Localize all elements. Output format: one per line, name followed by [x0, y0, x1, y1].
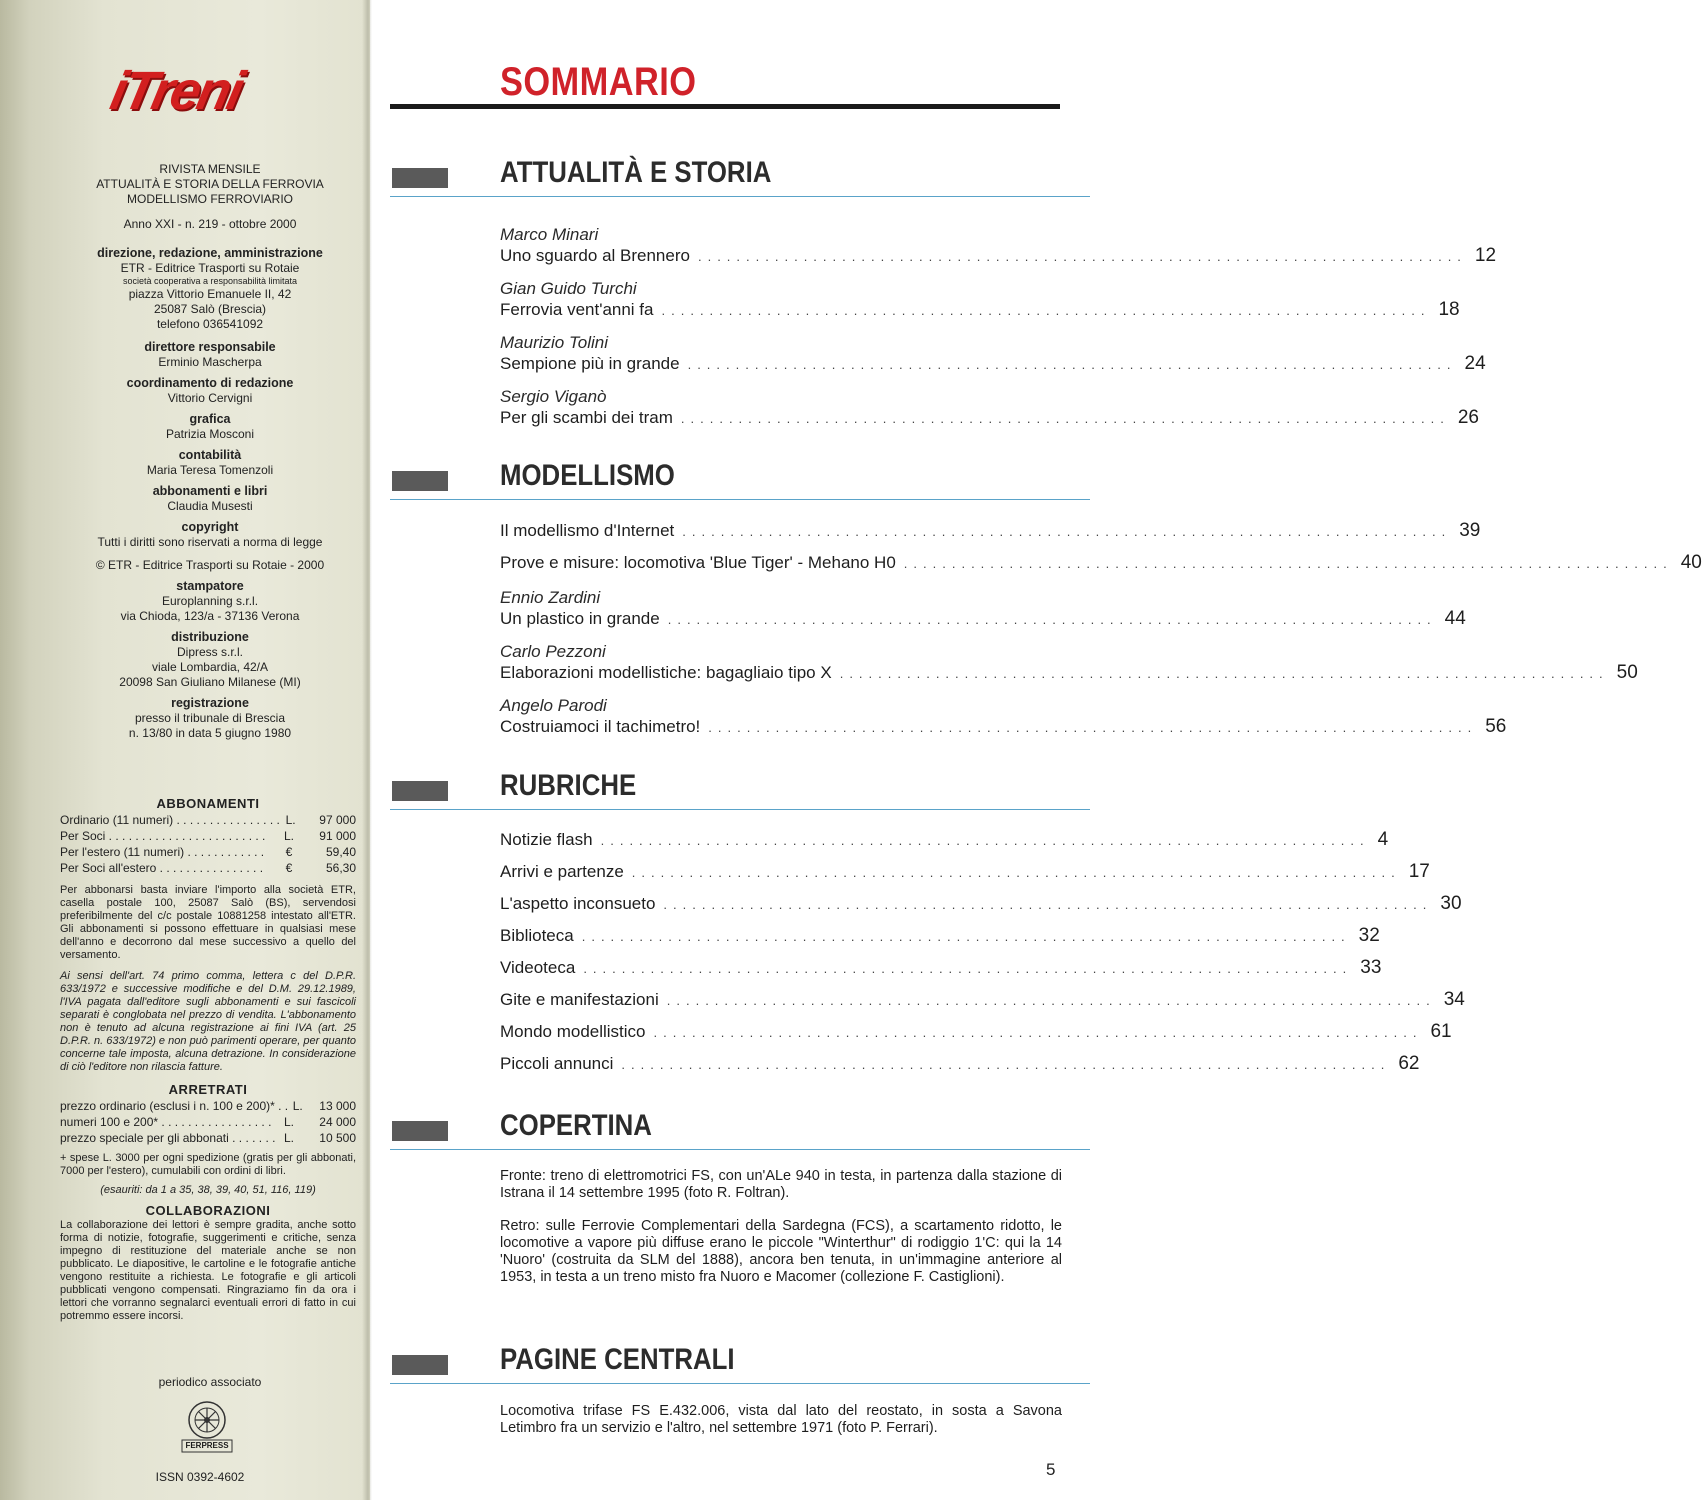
contents-column [390, 0, 1702, 1500]
section-rule [390, 1149, 1090, 1150]
entry-title: Prove e misure: locomotiva 'Blue Tiger' - Mehano H0 [500, 553, 896, 572]
leader-dots: ................................................................................ [708, 720, 1478, 735]
entry-title: Gite e manifestazioni [500, 990, 659, 1009]
section-heading: ATTUALITÀ E STORIA [500, 156, 772, 189]
entry-title: Uno sguardo al Brennero [500, 246, 690, 265]
entry-page: 32 [1358, 925, 1380, 946]
credit-line: Patrizia Mosconi [165, 427, 255, 441]
entry-author: Gian Guido Turchi [500, 279, 637, 298]
entry-page: 26 [1457, 407, 1479, 428]
leader-dots: ................................................................................ [839, 666, 1609, 681]
leader-dots: ................................................................................ [661, 303, 1431, 318]
toc-entry[interactable] [500, 989, 1465, 1012]
sold-out-note: (esauriti: da 1 a 35, 38, 39, 40, 51, 116, 119) [100, 1184, 316, 1196]
entry-page: 50 [1616, 662, 1638, 683]
price-row: Per Soci . . . . . . . . . . . . . . . . . . . . . . . . L. 91 000 [60, 829, 356, 843]
entry-title: Notizie flash [500, 830, 593, 849]
toc-entry[interactable] [500, 552, 1702, 575]
credit-line: Vittorio Cervigni [167, 391, 253, 405]
credit-line: telefono 036541092 [156, 317, 264, 331]
entry-page: 33 [1360, 957, 1382, 978]
entry-author: Angelo Parodi [500, 696, 607, 715]
entry-page: 39 [1459, 520, 1481, 541]
entry-author: Sergio Viganò [500, 387, 607, 406]
masthead-column [0, 0, 370, 1500]
credit-heading: abbonamenti e libri [152, 484, 268, 498]
staff-credits [60, 246, 360, 741]
credit-line: © ETR - Editrice Trasporti su Rotaie - 2000 [95, 558, 325, 572]
toc-entry[interactable] [500, 893, 1462, 916]
entry-title: Un plastico in grande [500, 609, 660, 628]
entry-author: Carlo Pezzoni [500, 642, 606, 661]
credit-line: ETR - Editrice Trasporti su Rotaie [120, 261, 300, 275]
page-title: SOMMARIO [500, 60, 697, 104]
cover-back-caption: Retro: sulle Ferrovie Complementari della Sardegna (FCS), a scartamento ridotto, le locomotive a vapore più diffuse erano le piccole "Winterthur" di rodiggio 1'C: qui la 14 'Nuoro' (costruita da SLM del 1888), ancora ben tenuta, in un'immagine anteriore al 1953, in testa a un treno misto fra Nuoro e Macomer (collezione F. Castiglioni). [500, 1218, 1062, 1285]
credit-heading: copyright [181, 520, 239, 534]
magazine-logo [105, 61, 302, 121]
section-rule [390, 809, 1090, 810]
credit-line: 25087 Salò (Brescia) [153, 302, 267, 316]
credit-line: Europlanning s.r.l. [161, 594, 259, 608]
entry-title: Arrivi e partenze [500, 862, 624, 881]
credit-line: Erminio Mascherpa [158, 355, 262, 369]
leader-dots: ................................................................................ [667, 612, 1437, 627]
press-seal-icon [180, 1398, 234, 1454]
credit-line: via Chioda, 123/a - 37136 Verona [120, 609, 300, 623]
tagline: ATTUALITÀ E STORIA DELLA FERROVIA [96, 177, 324, 191]
leader-dots: ................................................................................ [666, 993, 1436, 1008]
credit-heading: direzione, redazione, amministrazione [97, 246, 323, 260]
credit-line: Dipress s.r.l. [176, 645, 243, 659]
entry-title: Mondo modellistico [500, 1022, 646, 1041]
abbonamenti-title: ABBONAMENTI [156, 796, 260, 811]
credit-line: piazza Vittorio Emanuele II, 42 [128, 287, 292, 301]
leader-dots: ................................................................................ [682, 524, 1452, 539]
section-marker [392, 781, 448, 801]
price-row: prezzo speciale per gli abbonati . . . . . . . L. 10 500 [60, 1131, 356, 1145]
seal-text: FERPRESS [185, 1441, 229, 1450]
section-marker [392, 168, 448, 188]
credit-heading: registrazione [171, 696, 249, 710]
entry-title: Costruiamoci il tachimetro! [500, 717, 701, 736]
credit-heading: coordinamento di redazione [126, 376, 294, 390]
entry-title: Ferrovia vent'anni fa [500, 300, 654, 319]
entry-page: 44 [1444, 608, 1466, 629]
toc-entry[interactable] [500, 861, 1430, 884]
entry-page: 62 [1398, 1053, 1420, 1074]
credit-line: 20098 San Giuliano Milanese (MI) [119, 675, 301, 689]
section-rule [390, 1383, 1090, 1384]
toc-entry[interactable] [500, 1053, 1420, 1076]
entry-title: Per gli scambi dei tram [500, 408, 673, 427]
section-marker [392, 471, 448, 491]
price-row: Ordinario (11 numeri) . . . . . . . . . . . . . . . . L. 97 000 [60, 813, 356, 827]
title-rule [390, 104, 1060, 109]
entry-page: 17 [1408, 861, 1430, 882]
issue-info: Anno XXI - n. 219 - ottobre 2000 [123, 217, 297, 231]
section-heading: COPERTINA [500, 1109, 652, 1142]
page-gutter-shadow [362, 0, 372, 1500]
toc-entry[interactable] [500, 520, 1481, 543]
toc-entry[interactable] [500, 925, 1380, 948]
leader-dots: ................................................................................ [680, 411, 1450, 426]
tagline: MODELLISMO FERROVIARIO [126, 192, 294, 206]
subscription-note: Per abbonarsi basta inviare l'importo alla società ETR, casella postale 100, 25087 Salò (BS), servendosi preferibilmente del c/c postale 10881258 intestato all'ETR. Gli abbonamenti si possono effettuare in qualsiasi mese dell'anno e decorrono dal mese successivo a quello del versamento. [60, 884, 356, 961]
leader-dots: ................................................................................ [631, 865, 1401, 880]
entry-page: 12 [1474, 245, 1497, 266]
credit-line: società cooperativa a responsabilità limitata [122, 276, 298, 286]
entry-page: 4 [1377, 829, 1389, 850]
toc-entry[interactable] [500, 333, 1486, 376]
section-marker [392, 1121, 448, 1141]
credit-line: Maria Teresa Tomenzoli [146, 463, 274, 477]
entry-title: Elaborazioni modellistiche: bagagliaio tipo X [500, 663, 832, 682]
entry-title: Biblioteca [500, 926, 574, 945]
toc-entry[interactable] [500, 642, 1638, 685]
entry-author: Marco Minari [500, 225, 599, 244]
toc-entry[interactable] [500, 279, 1460, 322]
toc-entry[interactable] [500, 696, 1507, 739]
entry-title: Piccoli annunci [500, 1054, 614, 1073]
price-row: Per l'estero (11 numeri) . . . . . . . . . . . . € 59,40 [60, 845, 356, 859]
page-number: 5 [1046, 1460, 1056, 1479]
cover-front-caption: Fronte: treno di elettromotrici FS, con un'ALe 940 in testa, in partenza dalla stazione di Istrana il 14 settembre 1995 (foto R. Foltran). [500, 1168, 1062, 1201]
credit-line: presso il tribunale di Brescia [134, 711, 286, 725]
entry-title: L'aspetto inconsueto [500, 894, 656, 913]
entry-page: 56 [1485, 716, 1507, 737]
entry-author: Ennio Zardini [500, 588, 601, 607]
toc-entry[interactable] [500, 225, 1497, 268]
toc-entry[interactable] [500, 588, 1466, 631]
leader-dots: ................................................................................ [653, 1025, 1423, 1040]
vat-note: Ai sensi dell'art. 74 primo comma, lettera c del D.P.R. 633/1972 e successive modifiche e del D.M. 29.12.1989, l'IVA pagata dall'editore sugli abbonamenti e sui fascicoli separati è conglobata nel prezzo di vendita. L'abbonamento non è tenuto ad alcuna registrazione ai fini IVA (art. 25 D.P.R. n. 633/1972) e non può parimenti operare, per quanto concerne tale imposta, alcuna detrazione. In considerazione di ciò l'editore non rilascia fatture. [60, 970, 356, 1073]
leader-dots: ................................................................................ [621, 1057, 1391, 1072]
credit-heading: grafica [189, 412, 231, 426]
section-heading: MODELLISMO [500, 459, 675, 492]
credit-heading: stampatore [176, 579, 244, 593]
entry-page: 40 [1680, 552, 1702, 573]
toc-entry[interactable] [500, 387, 1479, 430]
credit-heading: distribuzione [171, 630, 249, 644]
collaborazioni-text: La collaborazione dei lettori è sempre gradita, anche sotto forma di notizie, fotografie, suggerimenti e critiche, senza impegno di restituzione del materiale anche se non pubblicato. Le diapositive, le cartoline e le fotografie antiche vengono restituite a richiesta. Le fotografie e gli articoli pubblicati vengono compensati. Ringraziamo fin da ora i lettori che vorranno segnalarci eventuali errori di fatto in cui potremmo essere incorsi. [60, 1219, 356, 1322]
credit-line: Tutti i diritti sono riservati a norma di legge [97, 535, 323, 549]
leader-dots: ................................................................................ [581, 929, 1351, 944]
shipping-note: + spese L. 3000 per ogni spedizione (gratis per gli abbonati, 7000 per l'estero), cumulabili con ordini di libri. [60, 1152, 356, 1177]
logo-text: iTreni [105, 61, 247, 121]
leader-dots: ................................................................................ [903, 556, 1673, 571]
tagline: RIVISTA MENSILE [159, 162, 261, 176]
toc-entry[interactable] [500, 1021, 1452, 1044]
centerfold-caption: Locomotiva trifase FS E.432.006, vista dal lato del reostato, in sosta a Savona Letimbro fra un servizio e l'altro, nel settembre 1971 (foto P. Ferrari). [500, 1403, 1062, 1436]
collaborazioni-title: COLLABORAZIONI [145, 1203, 271, 1218]
entry-page: 61 [1430, 1021, 1452, 1042]
entry-title: Videoteca [500, 958, 576, 977]
subscriptions-block [60, 796, 356, 1323]
leader-dots: ................................................................................ [600, 833, 1370, 848]
credit-line: Claudia Musesti [167, 499, 253, 513]
price-row: numeri 100 e 200* . . . . . . . . . . . . . . . . . L. 24 000 [60, 1115, 356, 1129]
leader-dots: ................................................................................ [687, 357, 1457, 372]
arretrati-title: ARRETRATI [168, 1082, 248, 1097]
entry-title: Sempione più in grande [500, 354, 680, 373]
section-heading: PAGINE CENTRALI [500, 1343, 735, 1376]
price-row: Per Soci all'estero . . . . . . . . . . . . . . . . € 56,30 [60, 861, 356, 875]
entry-page: 18 [1438, 299, 1460, 320]
section-rule [390, 196, 1090, 197]
section-marker [392, 1355, 448, 1375]
entry-page: 34 [1443, 989, 1465, 1010]
price-row: prezzo ordinario (esclusi i n. 100 e 200)* . . L. 13 000 [60, 1099, 356, 1113]
leader-dots: ................................................................................ [663, 897, 1433, 912]
entry-title: Il modellismo d'Internet [500, 521, 675, 540]
section-rule [390, 499, 1090, 500]
entry-page: 24 [1464, 353, 1486, 374]
leader-dots: ................................................................................ [583, 961, 1353, 976]
leader-dots: ................................................................................ [697, 249, 1467, 264]
section-heading: RUBRICHE [500, 769, 637, 802]
credit-line: viale Lombardia, 42/A [151, 660, 269, 674]
credit-heading: contabilità [178, 448, 242, 462]
toc-entry[interactable] [500, 957, 1382, 980]
credit-heading: direttore responsabile [144, 340, 276, 354]
issn: ISSN 0392-4602 [155, 1470, 245, 1484]
entry-author: Maurizio Tolini [500, 333, 609, 352]
masthead-taglines [60, 162, 360, 232]
toc-entry[interactable] [500, 829, 1389, 852]
periodico-label: periodico associato [158, 1375, 262, 1389]
credit-line: n. 13/80 in data 5 giugno 1980 [128, 726, 292, 740]
entry-page: 30 [1440, 893, 1462, 914]
